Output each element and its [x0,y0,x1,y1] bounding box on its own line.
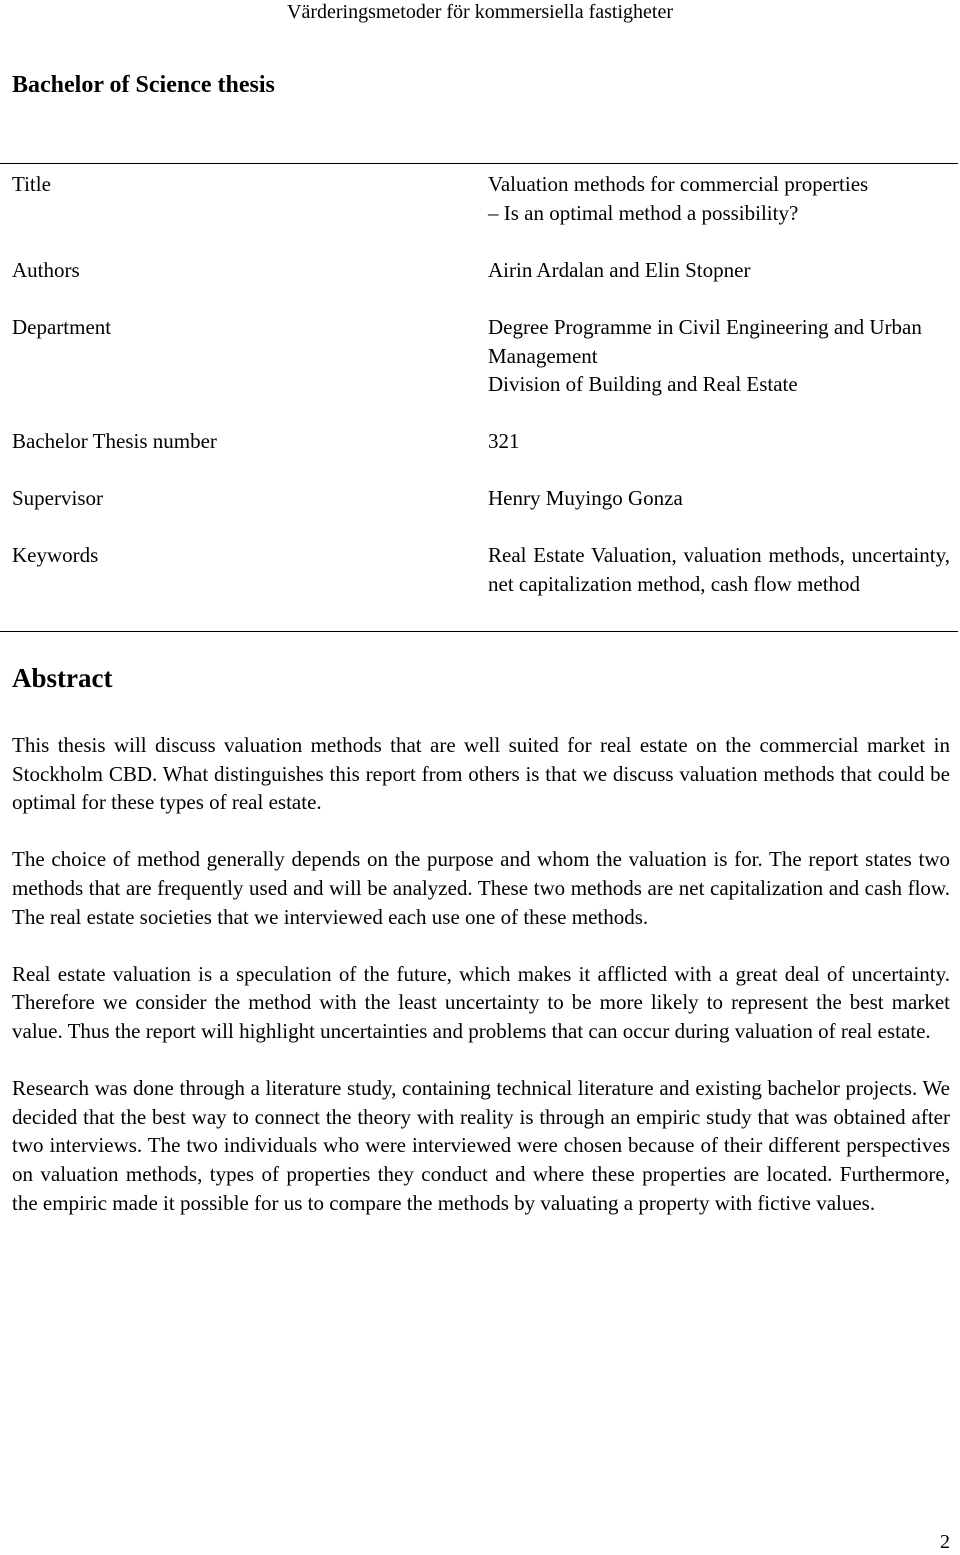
abstract-paragraph: The choice of method generally depends on the purpose and whom the valuation is for. The report states two methods that are frequently used and will be analyzed. These two methods are net capitalization and cash flow. The real estate societies that we interviewed each use one of these methods. [12,847,950,929]
title-label: Title [12,172,51,196]
department-value: Degree Programme in Civil Engineering and Urban Management Division of Building and Real Estate [488,315,922,396]
abstract-heading: Abstract [12,663,113,693]
document-title: Bachelor of Science thesis [12,72,275,98]
thesis-number-label: Bachelor Thesis number [12,429,217,453]
keywords-value: Real Estate Valuation, valuation methods, uncertainty, net capitalization method, cash flow method [488,543,950,596]
abstract-paragraph: Real estate valuation is a speculation of the future, which makes it afflicted with a great deal of uncertainty. Therefore we consider the method with the least uncertainty to be more likely to represent the best market value. Thus the report will highlight uncertainties and problems that can occur during valuation of real estate. [12,961,950,1043]
authors-label: Authors [12,258,80,282]
bottom-divider [0,631,958,632]
page-number: 2 [940,1531,950,1553]
supervisor-value: Henry Muyingo Gonza [488,486,683,510]
department-label: Department [12,315,112,339]
running-header: Värderingsmetoder för kommersiella fastigheter [287,1,673,23]
title-value: Valuation methods for commercial properties – Is an optimal method a possibility? [488,172,869,225]
top-divider [0,163,958,164]
abstract-paragraph: Research was done through a literature study, containing technical literature and existing bachelor projects. We decided that the best way to connect the theory with reality is through an empiric study that was obtained after two interviews. The two individuals who were interviewed were chosen because of their different perspectives on valuation methods, types of properties they conduct and where these properties are located. Furthermore, the empiric made it possible for us to compare the methods by valuating a property with fictive values. [12,1076,950,1215]
abstract-paragraph: This thesis will discuss valuation methods that are well suited for real estate on the commercial market in Stockholm CBD. What distinguishes this report from others is that we discuss valuation methods that could be optimal for these types of real estate. [12,733,950,815]
keywords-label: Keywords [12,543,99,567]
supervisor-label: Supervisor [12,486,103,510]
thesis-number-value: 321 [488,429,520,453]
abstract-body [12,731,950,1246]
authors-value: Airin Ardalan and Elin Stopner [488,258,751,282]
